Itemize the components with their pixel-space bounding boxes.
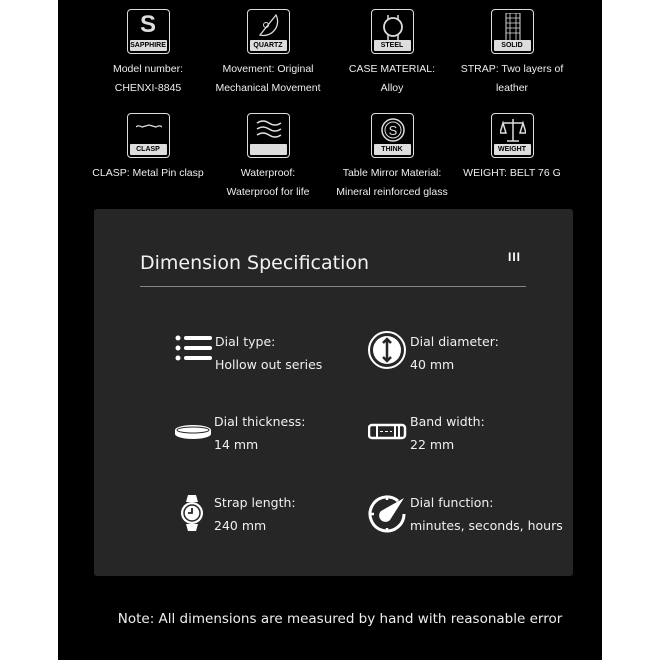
feature-weight: WEIGHT WEIGHT: BELT 76 G xyxy=(447,113,577,183)
quartz-icon: QUARTZ xyxy=(247,9,290,54)
spec-band-width: Band width: 22 mm xyxy=(410,414,485,452)
feature-value: CHENXI-8845 xyxy=(114,82,182,94)
dimension-panel xyxy=(94,209,573,576)
scale-icon: WEIGHT xyxy=(491,113,534,158)
dial-thickness-icon xyxy=(174,421,214,441)
spec-dial-diameter: Dial diameter: 40 mm xyxy=(410,334,499,372)
spec-dial-function: Dial function: minutes, seconds, hours xyxy=(410,495,563,533)
measurement-note: Note: All dimensions are measured by hand with reasonable error xyxy=(117,611,563,627)
sapphire-icon: S SAPPHIRE xyxy=(127,9,170,54)
list-icon xyxy=(174,333,214,367)
watch-case-icon: STEEL xyxy=(371,9,414,54)
panel-mark: III xyxy=(508,250,522,264)
svg-text:S: S xyxy=(388,123,397,138)
spec-strap-length: Strap length: 240 mm xyxy=(214,495,296,533)
dial-diameter-icon xyxy=(367,330,407,370)
feature-label: Model number: xyxy=(112,63,184,75)
s-circle-icon: S THINK xyxy=(371,113,414,158)
watch-icon xyxy=(180,494,204,532)
feature-clasp: CLASP CLASP: Metal Pin clasp xyxy=(83,113,213,183)
feature-case: STEEL CASE MATERIAL: Alloy xyxy=(327,9,457,98)
feature-movement: QUARTZ Movement: Original Mechanical Movement xyxy=(203,9,333,98)
feature-mirror: S THINK Table Mirror Material: Mineral reinforced glass xyxy=(327,113,457,202)
dial-function-icon xyxy=(368,494,408,534)
feature-model xyxy=(83,9,213,98)
panel-title: Dimension Specification xyxy=(140,252,370,274)
divider xyxy=(140,286,526,287)
strap-icon: SOLID xyxy=(491,9,534,54)
water-waves-icon xyxy=(247,113,290,158)
spec-dial-thickness: Dial thickness: 14 mm xyxy=(214,414,306,452)
feature-strap: SOLID STRAP: Two layers of leather xyxy=(447,9,577,98)
band-width-icon xyxy=(368,423,408,441)
feature-waterproof: Waterproof: Waterproof for life xyxy=(203,113,333,202)
spec-dial-type: Dial type: Hollow out series xyxy=(215,334,323,372)
clasp-icon: CLASP xyxy=(127,113,170,158)
